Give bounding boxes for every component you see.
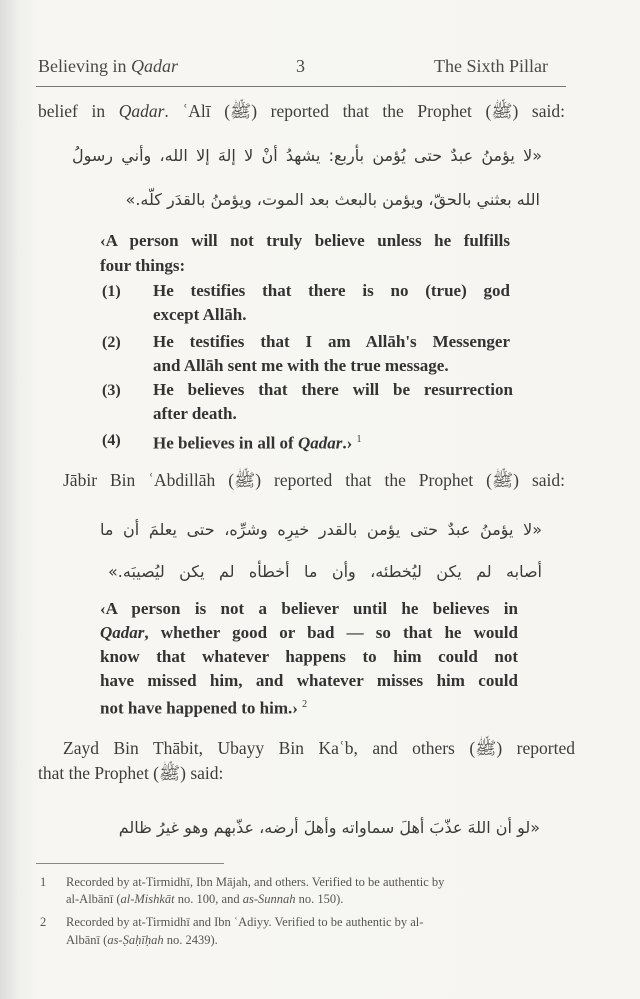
header-left-italic: Qadar xyxy=(131,56,179,76)
list-number: (1) xyxy=(102,283,121,300)
list-number: (3) xyxy=(102,382,121,399)
t: no. 2439). xyxy=(163,933,218,947)
footnote-line: Recorded by at-Tirmidhī, Ibn Mājah, and others. Verified to be authentic by xyxy=(66,875,445,889)
list-item-line: He testifies that there is no (true) god xyxy=(153,281,510,300)
t: Qadar xyxy=(100,623,145,642)
translation-line: have missed him, and whatever misses him could xyxy=(100,671,518,690)
arabic-hadith-2-line-1: «لا يؤمنُ عبدٌ حتى يؤمن بالقدر خيرِه وشرِّه، حتى يعلمَ أن ما xyxy=(100,520,542,539)
zayd-line: Zayd Bin Thābit, Ubayy Bin Kaʿb, and others (ﷺ) reported xyxy=(63,738,575,758)
header-right: The Sixth Pillar xyxy=(434,56,548,76)
translation-line: know that whatever happens to him could not xyxy=(100,647,518,666)
translation-line: four things: xyxy=(100,256,186,275)
list-item-line: He testifies that I am Allāh's Messenger xyxy=(153,332,510,351)
t: al-Albānī ( xyxy=(66,892,121,906)
header-rule xyxy=(36,86,566,87)
list-number: (2) xyxy=(102,334,121,351)
t: no. 100, and xyxy=(174,892,243,906)
footnote-ref[interactable]: 1 xyxy=(356,434,362,445)
footnote-line xyxy=(66,891,343,907)
list-item-line xyxy=(153,429,362,455)
footnote-line xyxy=(66,932,218,948)
page-number: 3 xyxy=(296,56,305,76)
translation-line xyxy=(100,694,307,720)
t: Qadar xyxy=(297,433,343,453)
t: He believes in all of xyxy=(153,433,298,453)
t: Qadar xyxy=(118,101,165,121)
footnote-rule xyxy=(36,863,224,864)
arabic-hadith-3: «لو أن اللهَ عذّبَ أهلَ سماواته وأهلَ أرضه، عذّبهم وهو غيرُ ظالم xyxy=(118,818,540,837)
list-item-line: and Allāh sent me with the true message. xyxy=(153,356,449,375)
footnote-number: 2 xyxy=(40,915,47,929)
t: as-Sunnah xyxy=(242,892,296,906)
arabic-hadith-1-line-1: «لا يؤمنُ عبدٌ حتى يُؤمن بأربع: يشهدُ أنْ لا إلهَ إلا الله، وأني رسولُ xyxy=(72,146,542,165)
t: , whether good or bad — so that he would xyxy=(144,623,518,642)
translation-line: ‹A person is not a believer until he believes in xyxy=(100,599,518,618)
t: al-Mishkāt xyxy=(120,892,175,906)
t: . ʿAlī (ﷺ) reported that the Prophet (ﷺ) said: xyxy=(164,101,565,121)
footnote-number: 1 xyxy=(40,875,47,889)
translation-line: ‹A person will not truly believe unless he fulfills xyxy=(100,231,510,250)
t: not have happened to him.› xyxy=(100,698,298,718)
t: belief in xyxy=(38,101,119,121)
zayd-line: that the Prophet (ﷺ) said: xyxy=(38,763,224,783)
header-left-text: Believing in xyxy=(38,56,131,76)
list-number: (4) xyxy=(102,432,121,449)
intro-line xyxy=(38,100,565,122)
t: as-Ṣaḥīḥah xyxy=(107,933,164,947)
translation-line xyxy=(100,622,518,644)
arabic-hadith-2-line-2: أصابه لم يكن ليُخطئه، وأن ما أخطأه لم يكن ليُصيبَه.» xyxy=(108,562,542,581)
header-left xyxy=(38,56,178,77)
jabir-line: Jābir Bin ʿAbdillāh (ﷺ) reported that the Prophet (ﷺ) said: xyxy=(63,470,565,490)
t: no. 150). xyxy=(295,892,344,906)
list-item-line: after death. xyxy=(153,404,237,423)
list-item-line: except Allāh. xyxy=(153,305,247,324)
footnote-ref[interactable]: 2 xyxy=(302,699,308,710)
arabic-hadith-1-line-2: الله بعثني بالحقّ، ويؤمن بالبعث بعد الموت، ويؤمنُ بالقدَر كلّه.» xyxy=(125,190,540,209)
footnote-line: Recorded by at-Tirmidhī and Ibn ʿAdiyy. Verified to be authentic by al- xyxy=(66,915,424,929)
list-item-line: He believes that there will be resurrection xyxy=(153,380,513,399)
t: Albānī ( xyxy=(66,933,108,947)
t: .› xyxy=(342,433,353,453)
